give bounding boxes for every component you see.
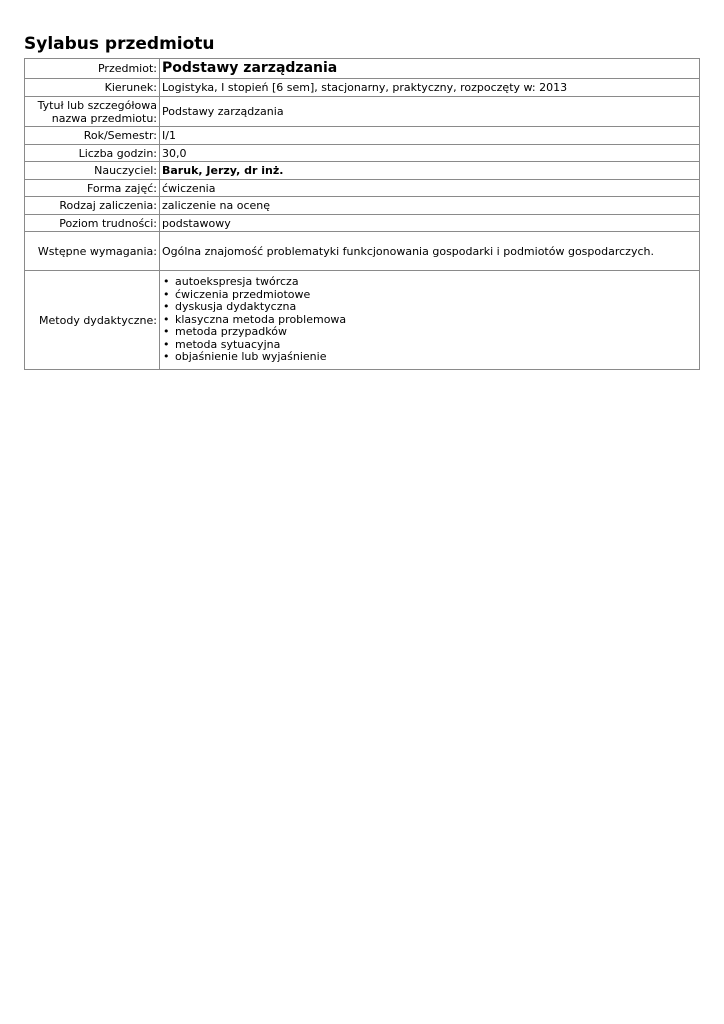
value-rodzaj-zaliczenia: zaliczenie na ocenę: [160, 197, 700, 215]
value-przedmiot: Podstawy zarządzania: [160, 59, 700, 79]
list-item: • dyskusja dydaktyczna: [162, 301, 697, 314]
list-item: • objaśnienie lub wyjaśnienie: [162, 351, 697, 364]
page-title: Sylabus przedmiotu: [24, 34, 215, 54]
row-tytul: [25, 97, 700, 127]
list-item: • klasyczna metoda problemowa: [162, 314, 697, 327]
label-tytul: [25, 97, 160, 127]
label-rodzaj-zaliczenia: Rodzaj zaliczenia:: [25, 197, 160, 215]
list-item: • ćwiczenia przedmiotowe: [162, 289, 697, 302]
list-item: • metoda przypadków: [162, 326, 697, 339]
label-przedmiot: Przedmiot:: [25, 59, 160, 79]
label-nauczyciel: Nauczyciel:: [25, 162, 160, 180]
label-wstepne-wymagania: Wstępne wymagania:: [25, 232, 160, 271]
syllabus-table: [24, 58, 700, 370]
row-nauczyciel: [25, 162, 700, 180]
label-rok-semestr: Rok/Semestr:: [25, 127, 160, 145]
row-liczba-godzin: [25, 145, 700, 162]
value-wstepne-wymagania: Ogólna znajomość problematyki funkcjonowania gospodarki i podmiotów gospodarczych.: [160, 232, 700, 271]
row-kierunek: [25, 79, 700, 97]
methods-list: [162, 276, 697, 364]
value-rok-semestr: I/1: [160, 127, 700, 145]
label-tytul-line2: nazwa przedmiotu:: [51, 111, 157, 125]
row-rodzaj-zaliczenia: [25, 197, 700, 215]
label-metody-dydaktyczne: Metody dydaktyczne:: [25, 271, 160, 370]
row-metody-dydaktyczne: [25, 271, 700, 370]
row-forma-zajec: [25, 180, 700, 197]
value-metody-dydaktyczne: [160, 271, 700, 370]
value-poziom-trudnosci: podstawowy: [160, 215, 700, 232]
row-rok-semestr: [25, 127, 700, 145]
label-kierunek: Kierunek:: [25, 79, 160, 97]
label-forma-zajec: Forma zajęć:: [25, 180, 160, 197]
row-wstepne-wymagania: [25, 232, 700, 271]
label-poziom-trudnosci: Poziom trudności:: [25, 215, 160, 232]
row-poziom-trudnosci: [25, 215, 700, 232]
label-liczba-godzin: Liczba godzin:: [25, 145, 160, 162]
label-tytul-line1: Tytuł lub szczegółowa: [37, 98, 157, 112]
value-liczba-godzin: 30,0: [160, 145, 700, 162]
row-przedmiot: [25, 59, 700, 79]
list-item: • autoekspresja twórcza: [162, 276, 697, 289]
list-item: • metoda sytuacyjna: [162, 339, 697, 352]
value-nauczyciel: Baruk, Jerzy, dr inż.: [160, 162, 700, 180]
value-tytul: Podstawy zarządzania: [160, 97, 700, 127]
value-forma-zajec: ćwiczenia: [160, 180, 700, 197]
value-kierunek: Logistyka, I stopień [6 sem], stacjonarny, praktyczny, rozpoczęty w: 2013: [160, 79, 700, 97]
